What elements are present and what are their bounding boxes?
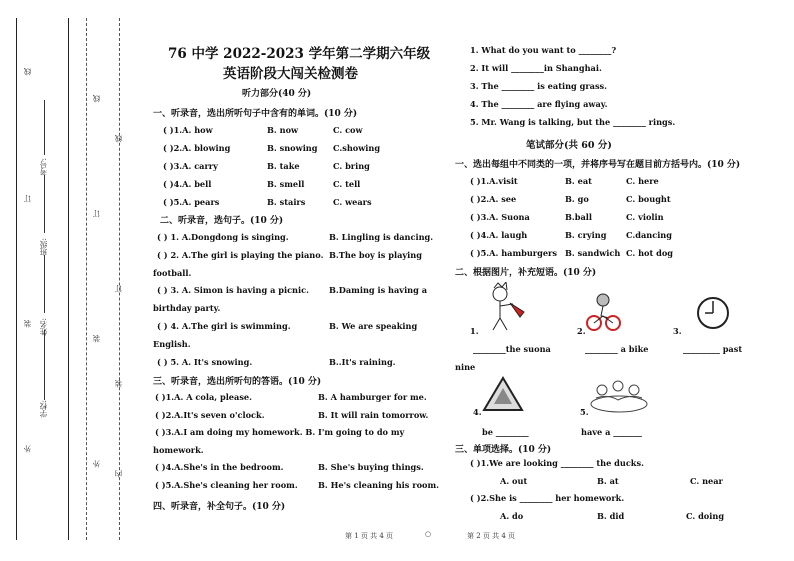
- written-2-title: 二、根据图片，补充短语。(10 分): [455, 268, 597, 278]
- question-1-4-b: B. smell: [267, 179, 305, 189]
- fill-sentence-1: 1. What do you want to ________?: [470, 45, 617, 55]
- picture-num-5: 5.: [580, 407, 589, 417]
- phrase-5: have a _______: [581, 427, 642, 437]
- inner-cut-label-1: 内: [114, 470, 123, 478]
- question-2-line-7-a: English.: [153, 338, 191, 349]
- picture-num-3: 3.: [673, 326, 682, 336]
- section-4-title: 四、听录音，补全句子。(10 分): [153, 502, 286, 512]
- written-1-4-a: ( )4.A. laugh: [470, 230, 528, 240]
- fill-sentence-4: 4. The ________ are flying away.: [470, 99, 608, 109]
- written-1-4-b: B. crying: [565, 230, 607, 240]
- written-1-5-c: C. hot dog: [626, 248, 674, 258]
- question-1-1-a: ( )1.A. how: [163, 125, 213, 135]
- written-1-1-c: C. here: [626, 176, 659, 186]
- question-3-line-6-a: ( )5.A.She's cleaning her room.: [155, 480, 298, 490]
- outer-cut-label-4: 线: [92, 95, 101, 103]
- question-1-5-c: C. wears: [333, 197, 372, 207]
- written-1-3-a: ( )3.A. Suona: [470, 212, 530, 222]
- written-1-5-a: ( )5.A. hamburgers: [470, 248, 557, 258]
- choice-q1-c: C. near: [690, 476, 723, 486]
- inner-cut-label-3: 订: [114, 285, 123, 293]
- number-blank: [44, 100, 45, 155]
- outer-cut-label-1: 外: [92, 460, 101, 468]
- question-2-line-6-a: ( ) 4. A.The girl is swimming.: [157, 321, 291, 331]
- written-1-3-b: B.ball: [565, 212, 593, 222]
- clock-picture: [696, 296, 730, 330]
- question-3-line-2-b: B. It will rain tomorrow.: [318, 409, 429, 420]
- question-3-line-1-a: ( )1.A. A cola, please.: [155, 392, 252, 402]
- question-3-line-4-a: homework.: [153, 444, 204, 455]
- question-2-line-4-a: ( ) 3. A. Simon is having a picnic.: [157, 285, 309, 296]
- page-number-2: 第 2 页 共 4 页: [467, 532, 516, 540]
- outer-label-2: 装: [23, 320, 32, 328]
- choice-q1-a: A. out: [500, 476, 528, 486]
- exam-title: 76 中学 2022-2023 学年第二学期六年级: [168, 46, 431, 62]
- question-1-3-c: C. bring: [333, 161, 370, 171]
- choice-q2-b: B. did: [597, 511, 625, 521]
- question-1-3-b: B. take: [267, 161, 300, 171]
- picture-num-1: 1.: [470, 326, 479, 336]
- fill-sentence-5: 5. Mr. Wang is talking, but the ________ rings.: [470, 117, 676, 127]
- picnic-picture: [588, 376, 650, 414]
- written-3-title: 三、单项选择。(10 分): [455, 445, 552, 455]
- phrase-3: _________ past: [683, 344, 743, 354]
- question-3-line-5-b: B. She's buying things.: [318, 462, 424, 473]
- written-1-2-c: C. bought: [626, 194, 671, 204]
- field-school: 学校:: [39, 400, 48, 418]
- written-1-1-b: B. eat: [565, 176, 592, 186]
- warning-sign-picture: [482, 376, 524, 414]
- outer-cut-label-2: 装: [92, 335, 101, 343]
- inner-cut-label-2: 装: [114, 380, 123, 388]
- question-2-line-2-a: ( ) 2. A.The girl is playing the piano.: [157, 249, 324, 260]
- outer-label-4: 线: [23, 68, 32, 76]
- choice-q1-b: B. at: [597, 476, 619, 486]
- page-divider-dot: ○: [425, 530, 432, 538]
- page-number-1: 第 1 页 共 4 页: [345, 532, 394, 540]
- question-2-line-2-b: B.The boy is playing: [329, 249, 422, 260]
- choice-q2-a: A. do: [500, 511, 524, 521]
- question-2-line-4-b: B.Daming is having a: [329, 285, 428, 296]
- question-1-4-c: C. tell: [333, 179, 361, 189]
- written-1-4-c: C.dancing: [626, 230, 672, 240]
- phrase-1: ________the suona: [473, 344, 551, 354]
- class-blank: [44, 175, 45, 233]
- question-3-line-3-a: ( )3.A.I am doing my homework. B. I'm going to do my: [155, 427, 405, 438]
- question-2-line-1-a: ( ) 1. A.Dongdong is singing.: [157, 232, 289, 242]
- field-class: 班级:: [39, 238, 48, 256]
- written-1-5-b: B. sandwich: [565, 248, 621, 258]
- question-2-line-8-a: ( ) 5. A. It's snowing.: [157, 356, 253, 367]
- question-1-5-a: ( )5.A. pears: [163, 197, 220, 207]
- picture-num-4: 4.: [473, 407, 482, 417]
- fill-sentence-2: 2. It will ________in Shanghai.: [470, 63, 602, 73]
- question-1-3-a: ( )3.A. carry: [163, 161, 218, 171]
- question-1-5-b: B. stairs: [267, 197, 306, 207]
- question-1-1-c: C. cow: [333, 125, 363, 135]
- exam-subtitle: 英语阶段大闯关检测卷: [223, 66, 358, 82]
- field-border-line: [68, 18, 69, 540]
- phrase-2: ________ a bike: [585, 344, 649, 354]
- written-1-2-b: B. go: [565, 194, 589, 204]
- written-1-1-a: ( )1.A.visit: [470, 176, 518, 186]
- question-1-1-b: B. now: [267, 125, 299, 135]
- outer-label-3: 订: [23, 195, 32, 203]
- phrase-3-cont: nine: [455, 362, 476, 372]
- outer-cut-line: [86, 18, 87, 540]
- question-2-line-6-b: B. We are speaking: [329, 321, 418, 331]
- question-1-2-c: C.showing: [333, 143, 381, 153]
- school-blank: [44, 330, 45, 400]
- question-3-line-5-a: ( )4.A.She's in the bedroom.: [155, 462, 284, 473]
- bike-rider-picture: [585, 292, 621, 332]
- inner-cut-label-4: 线: [114, 135, 123, 143]
- outer-label-1: 外: [23, 445, 32, 453]
- section-1-title: 一、听录音，选出所听句子中含有的单词。(10 分): [153, 109, 358, 119]
- listening-heading: 听力部分(40 分): [242, 89, 312, 99]
- field-number: 考号:: [39, 158, 48, 176]
- written-1-2-a: ( )2.A. see: [470, 194, 517, 204]
- picture-num-2: 2.: [577, 326, 586, 336]
- question-2-line-5-a: birthday party.: [153, 303, 221, 314]
- question-2-line-8-b: B..It's raining.: [329, 356, 396, 367]
- outer-cut-label-3: 订: [92, 210, 101, 218]
- phrase-4: be ________: [482, 427, 529, 437]
- question-2-line-3-a: football.: [153, 267, 192, 278]
- section-3-title: 三、听录音，选出所听句的答语。(10 分): [153, 377, 322, 387]
- question-1-2-a: ( )2.A. blowing: [163, 143, 231, 153]
- question-1-2-b: B. snowing: [267, 143, 318, 153]
- question-3-line-1-b: B. A hamburger for me.: [318, 392, 427, 402]
- name-blank: [44, 255, 45, 313]
- outer-border-line: [16, 18, 17, 540]
- written-heading: 笔试部分(共 60 分): [526, 140, 612, 151]
- field-name: 姓名:: [39, 318, 48, 336]
- question-3-line-6-b: B. He's cleaning his room.: [318, 480, 440, 490]
- section-2-title: 二、听录音，选句子。(10 分): [160, 216, 284, 226]
- written-1-title: 一、选出每组中不同类的一项，并将序号写在题目前方括号内。(10 分): [455, 160, 741, 170]
- choice-q1: ( )1.We are looking ________ the ducks.: [470, 458, 644, 468]
- fill-sentence-3: 3. The ________ is eating grass.: [470, 81, 608, 91]
- choice-q2-c: C. doing: [686, 511, 725, 521]
- suona-player-picture: [480, 282, 528, 332]
- choice-q2: ( )2.She is ________ her homework.: [470, 493, 625, 503]
- question-1-4-a: ( )4.A. bell: [163, 179, 212, 189]
- written-1-3-c: C. violin: [626, 212, 664, 222]
- question-2-line-1-b: B. Lingling is dancing.: [329, 232, 434, 242]
- inner-cut-line: [119, 18, 120, 540]
- question-3-line-2-a: ( )2.A.It's seven o'clock.: [155, 409, 265, 420]
